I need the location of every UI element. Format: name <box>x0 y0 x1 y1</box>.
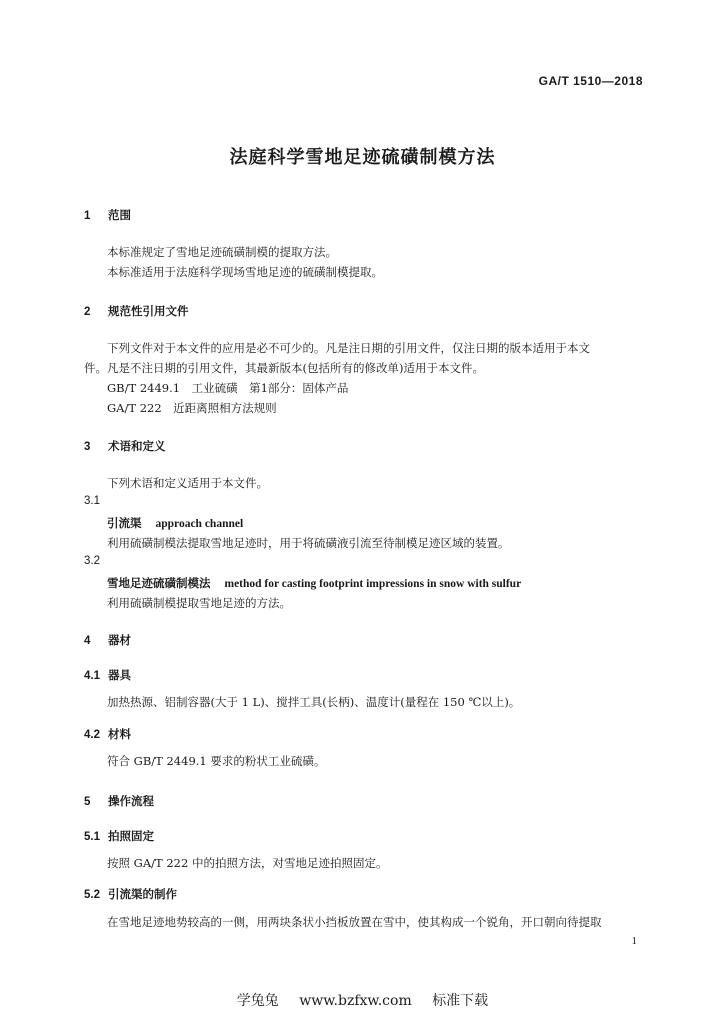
section-3-heading <box>84 438 166 454</box>
section-number: 5.1 <box>84 831 100 843</box>
paragraph: 本标准规定了雪地足迹硫磺制模的提取方法。 <box>107 245 337 259</box>
section-4-heading <box>84 632 131 648</box>
footer-slogan: 标准下载 <box>432 993 489 1009</box>
subsection-5-2-heading <box>84 886 177 902</box>
section-number: 5.2 <box>84 889 100 901</box>
paragraph: 按照 GA/T 222 中的拍照方法，对雪地足迹拍照固定。 <box>107 856 388 870</box>
document-title: 法庭科学雪地足迹硫磺制模方法 <box>229 147 496 168</box>
term-zh: 雪地足迹硫磺制模法 <box>107 576 211 590</box>
section-2-heading <box>84 303 189 319</box>
paragraph: 在雪地足迹地势较高的一侧，用两块条状小挡板放置在雪中，使其构成一个锐角，开口朝向待提取 <box>107 915 602 929</box>
paragraph: 下列术语和定义适用于本文件。 <box>107 476 268 490</box>
section-number: 4.1 <box>84 670 100 682</box>
standard-number: GA/T 1510—2018 <box>538 74 643 88</box>
section-number: 4 <box>84 635 91 647</box>
subsection-4-2-heading <box>84 726 131 742</box>
section-number: 4.2 <box>84 729 100 741</box>
term-zh: 引流渠 <box>107 516 142 530</box>
normative-reference: GB/T 2449.1 工业硫磺 第1部分：固体产品 <box>107 381 349 395</box>
paragraph: 件。凡是不注日期的引用文件，其最新版本(包括所有的修改单)适用于本文件。 <box>84 361 484 375</box>
section-title: 范围 <box>108 208 131 222</box>
section-title: 引流渠的制作 <box>108 887 177 901</box>
section-title: 操作流程 <box>108 794 154 808</box>
term-entry <box>107 575 521 591</box>
section-title: 器具 <box>108 668 131 682</box>
term-entry <box>107 515 243 531</box>
term-number: 3.2 <box>84 555 100 567</box>
subsection-4-1-heading <box>84 667 131 683</box>
paragraph: 本标准适用于法庭科学现场雪地足迹的硫磺制模提取。 <box>107 265 383 279</box>
section-number: 5 <box>84 796 91 808</box>
section-title: 术语和定义 <box>108 439 166 453</box>
term-en: method for casting footprint impressions in snow with sulfur <box>224 578 522 590</box>
page-number: 1 <box>631 935 637 947</box>
subsection-5-1-heading <box>84 828 154 844</box>
term-number: 3.1 <box>84 495 100 507</box>
section-number: 2 <box>84 306 91 318</box>
section-number: 3 <box>84 441 91 453</box>
section-title: 拍照固定 <box>108 829 154 843</box>
paragraph: 符合 GB/T 2449.1 要求的粉状工业硫磺。 <box>107 754 326 768</box>
paragraph: 加热热源、铝制容器(大于 1 L)、搅拌工具(长柄)、温度计(量程在 150 ℃以上)。 <box>107 695 521 709</box>
footer-url[interactable]: www.bzfxw.com <box>299 993 412 1009</box>
section-title: 材料 <box>108 727 131 741</box>
term-definition: 利用硫磺制模提取雪地足迹的方法。 <box>107 596 291 610</box>
normative-reference: GA/T 222 近距离照相方法规则 <box>107 401 277 415</box>
footer-watermark <box>0 990 725 1010</box>
section-5-heading <box>84 793 154 809</box>
paragraph: 下列文件对于本文件的应用是必不可少的。凡是注日期的引用文件，仅注日期的版本适用于本文 <box>107 341 590 355</box>
section-number: 1 <box>84 210 91 222</box>
section-title: 器材 <box>108 633 131 647</box>
term-definition: 利用硫磺制模法提取雪地足迹时，用于将硫磺液引流至待制模足迹区域的装置。 <box>107 536 510 550</box>
section-1-heading <box>84 207 131 223</box>
term-en: approach channel <box>155 518 244 530</box>
footer-site-name: 学兔兔 <box>236 993 279 1009</box>
section-title: 规范性引用文件 <box>108 304 189 318</box>
